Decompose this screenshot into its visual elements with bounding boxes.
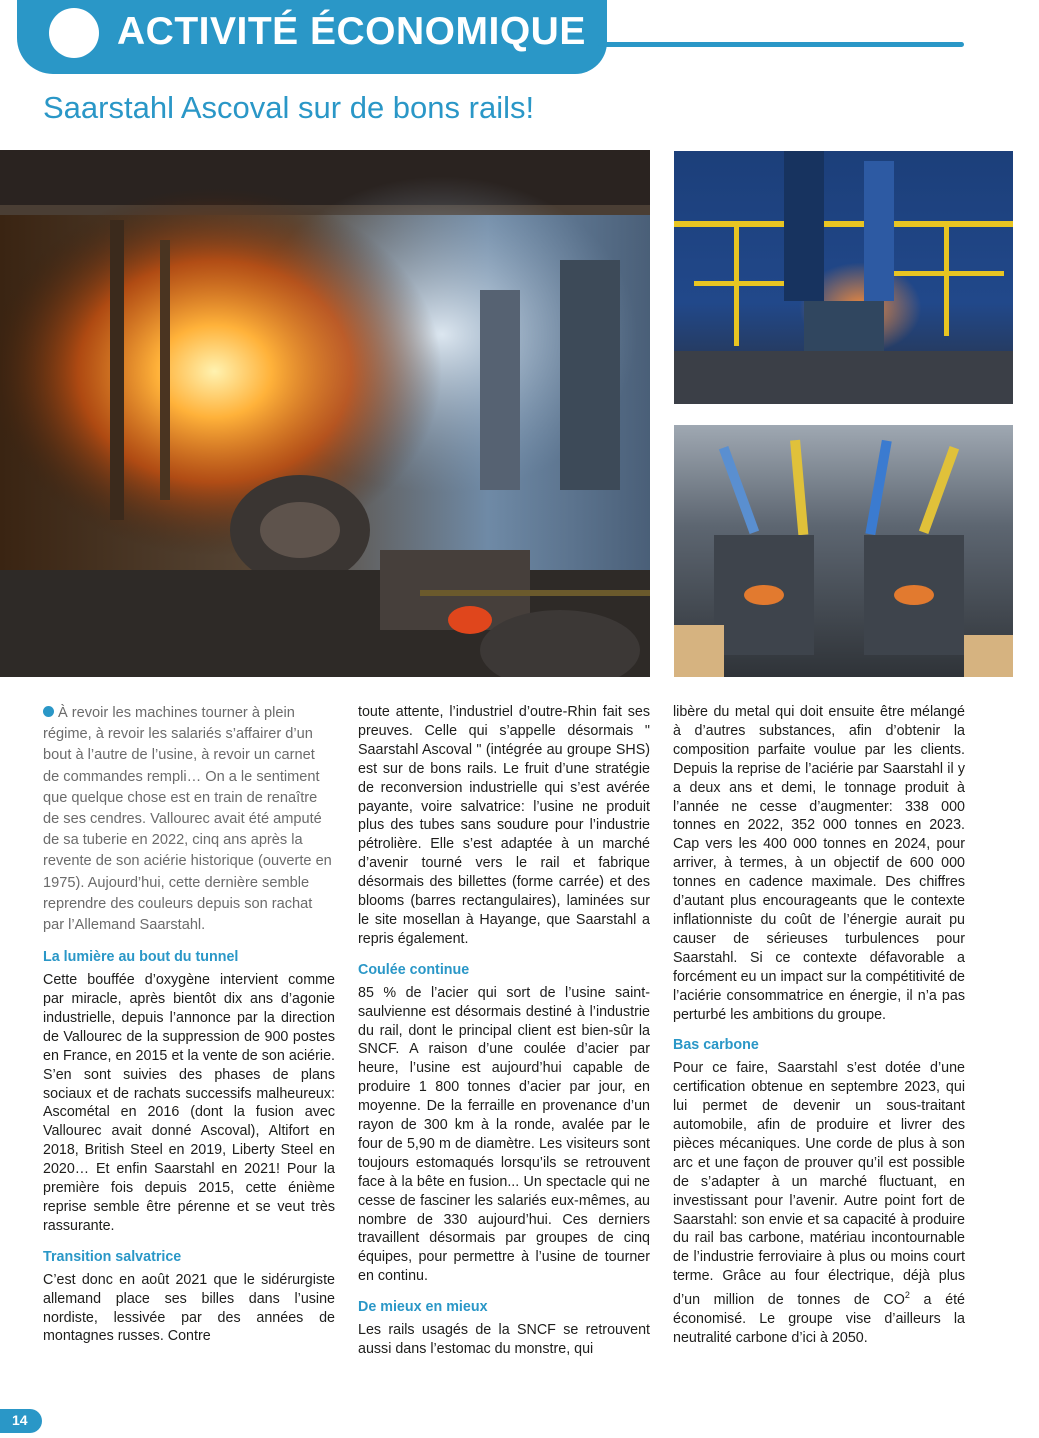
- carbone-text-a: Pour ce faire, Saarstahl s’est dotée d’une certification obtenue en septembre 2023, qui lui permet de devenir un sous-traitant automobile, afin de produire et livrer des pièces mécaniques. Une corde de plus à son arc et une façon de prouver qu’il est possible de s’adapter à un marché fluctuant, en investissant pour l’avenir. Autre point fort de Saarstahl: son envie et sa capacité à produire du rail bas carbone, matériau incontournable de l’industrie ferroviaire à plus ou moins court terme. Grâce au four électrique, déjà plus d’un million de tonnes de CO: [673, 1060, 965, 1308]
- steelworks-furnace-photo: [0, 150, 650, 677]
- banner-rule: [598, 42, 964, 47]
- section-title: ACTIVITÉ ÉCONOMIQUE: [117, 10, 586, 53]
- paragraph-coulee: 85 % de l’acier qui sort de l’usine saint-saulvienne est désormais destiné à l’industrie du rail, dont le principal client est bien-sûr la SNCF. A raison d’une coulée d’acier par heure, l’usine est aujourd’hui capable de produire 1 800 tonnes d’acier par jour, en moyenne. De la ferraille en provenance d’un rayon de 300 km à la ronde, avalée par le four de 5,90 m de diamètre. Les visiteurs sont toujours estomaqués lorsqu’ils se retrouvent face à la bête en fusion... Un spectacle qui ne cesse de fasciner les salariés eux-mêmes, au nombre de 330 aujourd’hui. Ces derniers travaillent désormais par groupes de cinq équipes, pour permettre à l’usine de tourner en continu.: [358, 984, 650, 1285]
- page-number-tab: [0, 1409, 42, 1433]
- page-number: 14: [12, 1412, 28, 1428]
- subheading-carbone: Bas carbone: [673, 1037, 759, 1054]
- paragraph-transition-part2: toute attente, l’industriel d’outre-Rhin fait ses preuves. Celle qui s’appelle désormais " Saarstahl Ascoval " (intégrée au groupe SHS) est sur de bons rails. Le fruit d’une stratégie de reconversion industrielle qui s’est avérée payante, voire salvatrice: l’usine ne produit plus des tubes sans soudure pour l’industrie pétrolière. Elle s’est adaptée à un marché d’avenir tourné vers le rail et fabrique désormais des billettes (forme carrée) et des blooms (barres rectangulaires), laminées sur le site mosellan à Hayange, que Saarstahl a repris également.: [358, 704, 650, 947]
- paragraph-transition-part1: C’est donc en août 2021 que le sidérurgiste allemand place ses billes dans l’usine nordiste, lessivée par des années de montagnes russes. Contre: [43, 1271, 335, 1345]
- subheading-coulee: Coulée continue: [358, 961, 470, 978]
- carbone-subscript: 2: [904, 1290, 910, 1301]
- paragraph-tunnel: Cette bouffée d’oxygène intervient comme par miracle, après bientôt dix ans d’agonie industrielle, depuis l’annonce par la direction de Vallourec de la suppression de 900 postes en France, en 2015 et la vente de son aciérie. S’en sont suivies des phases de plans sociaux et de rachats successifs malheureux: Ascométal en 2016 (dont la fusion avec Vallourec avait donné Ascoval), Altifort en 2018, British Steel en 2019, Liberty Steel en 2020… Et enfin Saarstahl en 2021! Pour la première fois depuis 2015, cette énième reprise semble être pérenne et se veut très rassurante.: [43, 972, 335, 1234]
- paragraph-carbone: [673, 1059, 965, 1347]
- paragraph-mieux-part2: libère du metal qui doit ensuite être mélangé à d’autres substances, afin d’obtenir la composition parfaite voulue par les clients. Depuis la reprise de l’aciérie par Saarstahl il y a deux ans et demi, le tonnage produit à l’année ne cesse d’augmenter: 338 000 tonnes en 2022, 352 000 tonnes en 2023. Cap vers les 400 000 tonnes en 2024, pour arriver, à termes, à un objectif de 600 000 tonnes en cadence maximale. Des chiffres d’autant plus encourageants que le contexte inflationniste du coût de l’énergie aurait pu causer de sérieuses turbulences pour Saarstahl. Si ce contexte défavorable a forcément eu un impact sur la compétitivité de l’aciérie consommatrice en énergie, il n’a pas perturbé les ambitions du groupe.: [673, 704, 965, 1023]
- subheading-tunnel: La lumière au bout du tunnel: [43, 949, 239, 966]
- carbone-text-b: a été économisé. Le groupe vise d’ailleurs la neutralité carbone d’ici à 2050.: [673, 1291, 965, 1346]
- section-banner: [17, 0, 607, 74]
- rolling-mill-photo: [674, 425, 1013, 677]
- article-headline: Saarstahl Ascoval sur de bons rails!: [43, 90, 535, 125]
- text-column-3: [673, 703, 965, 1348]
- text-column-2: [358, 703, 650, 1359]
- paragraph-mieux-part1: Les rails usagés de la SNCF se retrouvent aussi dans l’estomac du monstre, qui: [358, 1322, 650, 1357]
- intro-paragraph: [43, 703, 335, 936]
- text-column-1: [43, 703, 335, 1346]
- subheading-mieux: De mieux en mieux: [358, 1299, 488, 1316]
- bullet-icon: [43, 706, 54, 717]
- blue-industrial-platform-photo: [674, 151, 1013, 404]
- banner-circle-icon: [49, 8, 99, 58]
- subheading-transition: Transition salvatrice: [43, 1248, 182, 1265]
- intro-text: À revoir les machines tourner à plein régime, à revoir les salariés s’affairer d’un bout à l’autre de l’usine, à revoir un carnet de commandes rempli… On a le sentiment que quelque chose est en train de renaître de ses cendres. Vallourec avait été amputé de sa tuberie en 2022, cinq ans après la revente de son aciérie historique (ouverte en 1975). Aujourd’hui, cette dernière semble reprendre des couleurs depuis son rachat par l’Allemand Saarstahl.: [43, 705, 332, 934]
